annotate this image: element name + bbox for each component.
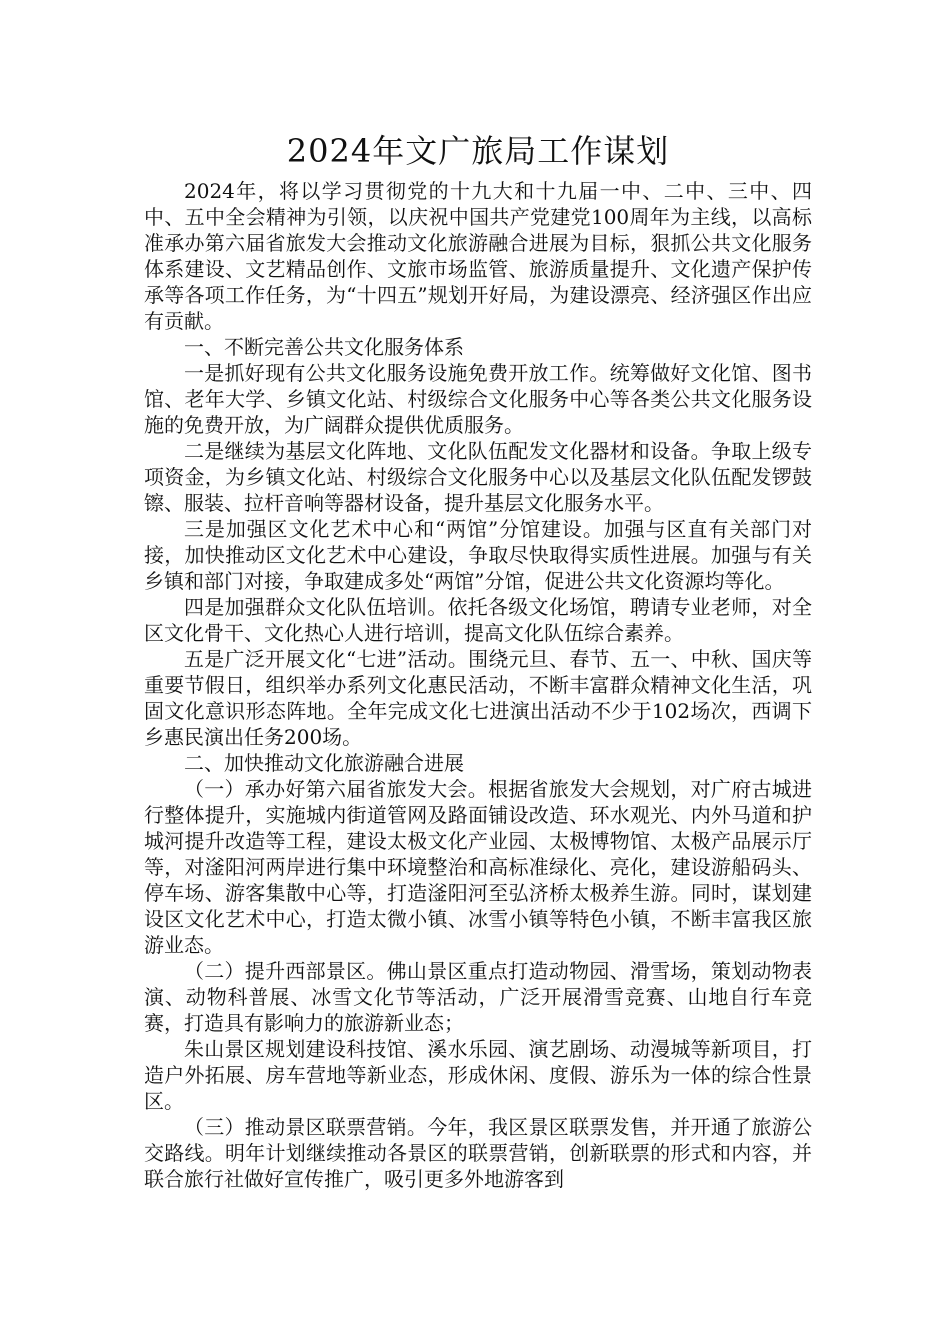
section2-paragraph-4: （三）推动景区联票营销。今年，我区景区联票发售，并开通了旅游公交路线。明年计划继续推动各景区的联票营销，创新联票的形式和内容，并联合旅行社做好宣传推广，吸引更多外地游客到 <box>144 1115 812 1191</box>
section2-paragraph-2: （二）提升西部景区。佛山景区重点打造动物园、滑雪场，策划动物表演、动物科普展、冰雪文化节等活动，广泛开展滑雪竞赛、山地自行车竞赛，打造具有影响力的旅游新业态； <box>144 959 812 1035</box>
section-heading-2: 二、加快推动文化旅游融合进展 <box>184 751 464 775</box>
section2-paragraph-3: 朱山景区规划建设科技馆、溪水乐园、演艺剧场、动漫城等新项目，打造户外拓展、房车营地等新业态，形成休闲、度假、游乐为一体的综合性景区。 <box>144 1037 812 1113</box>
section1-paragraph-3: 三是加强区文化艺术中心和“两馆”分馆建设。加强与区直有关部门对接，加快推动区文化艺术中心建设，争取尽快取得实质性进展。加强与有关乡镇和部门对接，争取建成多处“两馆”分馆，促进公共文化资源均等化。 <box>144 517 812 593</box>
section1-paragraph-1: 一是抓好现有公共文化服务设施免费开放工作。统筹做好文化馆、图书馆、老年大学、乡镇文化站、村级综合文化服务中心等各类公共文化服务设施的免费开放，为广阔群众提供优质服务。 <box>144 361 812 437</box>
document-body <box>144 128 812 1192</box>
document-title: 2024年文广旅局工作谋划 <box>286 132 670 170</box>
intro-paragraph: 2024年，将以学习贯彻党的十九大和十九届一中、二中、三中、四中、五中全会精神为引领，以庆祝中国共产党建党100周年为主线，以高标准承办第六届省旅发大会推动文化旅游融合进展为目标，狠抓公共文化服务体系建设、文艺精品创作、文旅市场监管、旅游质量提升、文化遗产保护传承等各项工作任务，为“十四五”规划开好局，为建设漂亮、经济强区作出应有贡献。 <box>144 179 812 333</box>
section2-paragraph-1: （一）承办好第六届省旅发大会。根据省旅发大会规划，对广府古城进行整体提升，实施城内街道管网及路面铺设改造、环水观光、内外马道和护城河提升改造等工程，建设太极文化产业园、太极博物馆、太极产品展示厅等，对滏阳河两岸进行集中环境整治和高标准绿化、亮化，建设游船码头、停车场、游客集散中心等，打造滏阳河至弘济桥太极养生游。同时，谋划建设区文化艺术中心，打造太微小镇、冰雪小镇等特色小镇，不断丰富我区旅游业态。 <box>144 777 812 957</box>
section1-paragraph-5: 五是广泛开展文化“七进”活动。围绕元旦、春节、五一、中秋、国庆等重要节假日，组织举办系列文化惠民活动，不断丰富群众精神文化生活，巩固文化意识形态阵地。全年完成文化七进演出活动不少于102场次，西调下乡惠民演出任务200场。 <box>144 647 812 749</box>
section1-paragraph-2: 二是继续为基层文化阵地、文化队伍配发文化器材和设备。争取上级专项资金，为乡镇文化站、村级综合文化服务中心以及基层文化队伍配发锣鼓镲、服装、拉杆音响等器材设备，提升基层文化服务水平。 <box>144 439 812 515</box>
section-heading-1: 一、不断完善公共文化服务体系 <box>184 335 464 359</box>
section1-paragraph-4: 四是加强群众文化队伍培训。依托各级文化场馆，聘请专业老师，对全区文化骨干、文化热心人进行培训，提高文化队伍综合素养。 <box>144 595 812 645</box>
